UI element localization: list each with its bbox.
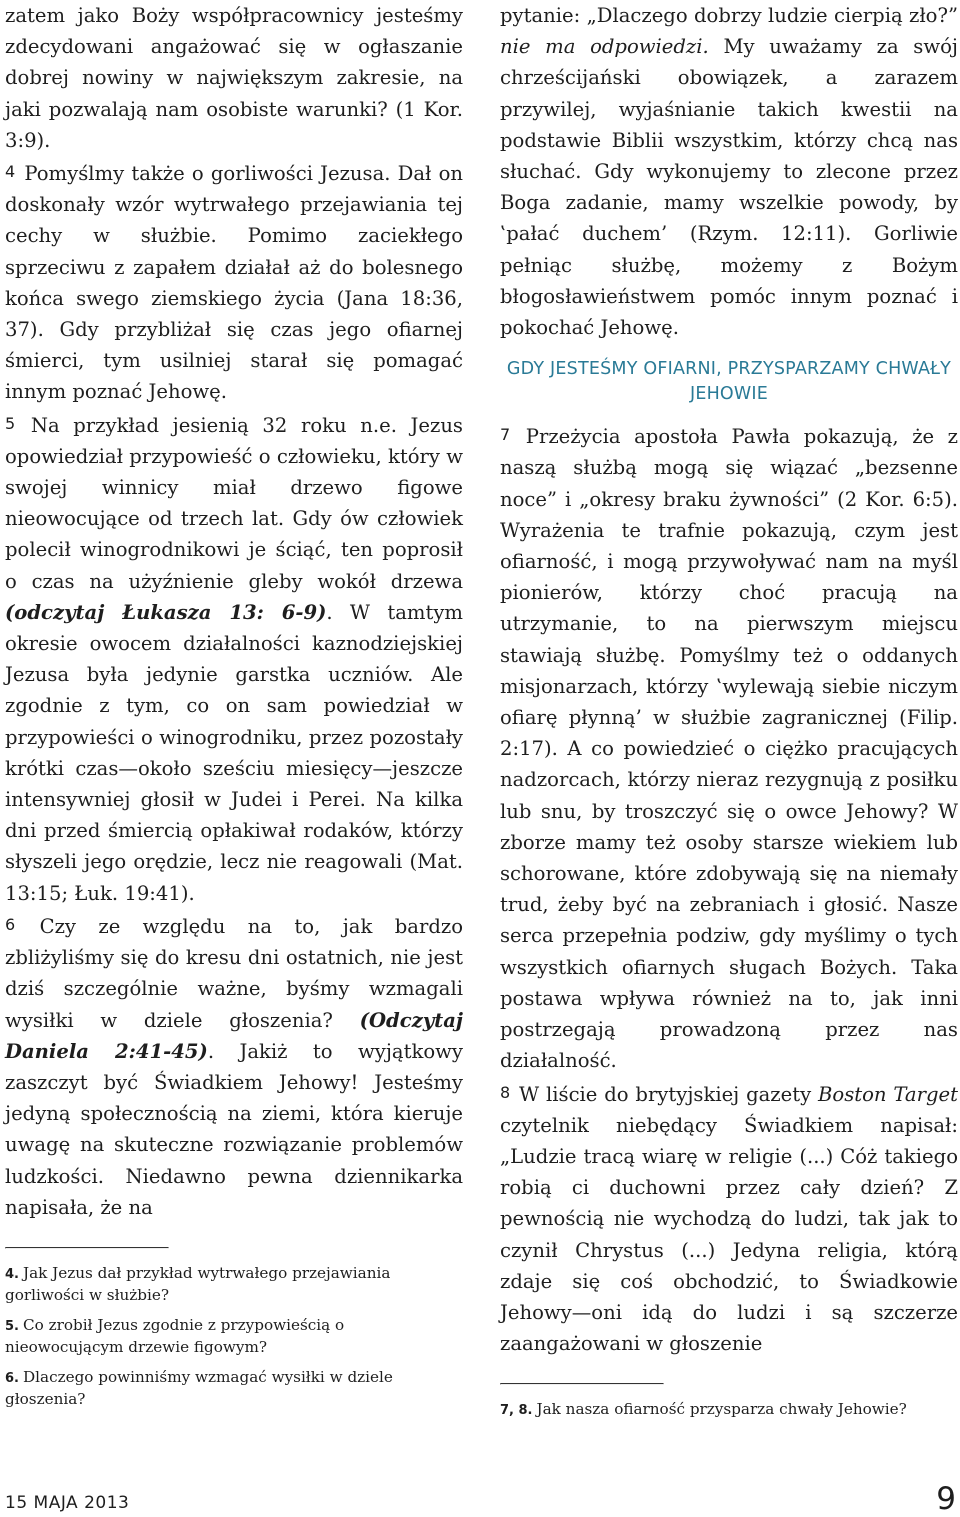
question-number: 5.: [5, 1318, 19, 1334]
question-number: 7, 8.: [500, 1403, 533, 1419]
question-text: Jak nasza ofiarność przysparza chwały Jehowie?: [536, 1400, 907, 1419]
paragraph-number: 6: [5, 914, 16, 934]
scripture-reference: (odczytaj Łukasza 13: 6-9): [5, 600, 327, 624]
footnote-divider: [5, 1247, 169, 1249]
paragraph-text: W liście do brytyjskiej gazety: [519, 1082, 812, 1106]
paragraph-text: czytelnik niebędący Świadkiem napisał: „Ludzie tracą wiarę w religie (...) Cóż takiego robią ci duchowni przez cały dzień? Z pewnością nie wychodzą do ludzi, tak jak to czynił Chrystus (...) Jedyna religia, którą zdaje się coś obchodzić, to Świadkowie Jehowy—oni idą do ludzi i są szczerze zaangażowani w głoszenie: [500, 1113, 958, 1356]
paragraph-text: Na przykład jesienią 32 roku n.e. Jezus opowiedział przypowieść o człowieku, który w swojej winnicy miał drzewo figowe nieowocujące od trzech lat. Gdy ów człowiek polecił winogrodnikowi je ściąć, ten poprosił o czas na użyźnienie gleby wokół drzewa: [5, 413, 463, 593]
paragraph-text: . Jakiż to wyjątkowy zaszczyt być Świadkiem Jehowy! Jesteśmy jedyną społecznością na ziemi, która kieruje uwagę na skuteczne rozwiązanie problemów ludzkości. Niedawno pewna dziennikarka napisała, że na: [5, 1039, 463, 1219]
footnote-divider: [500, 1383, 664, 1385]
left-review-questions: [5, 1263, 463, 1410]
right-body-text-2: [500, 419, 958, 1359]
question-4: [5, 1263, 463, 1306]
paragraph-text: . W tamtym okresie owocem działalności kaznodziejskiej Jezusa była jedynie garstka uczniów. Ale zgodnie z tym, co on sam powiedział w przypowieści o winogrodniku, przez pozostały krótki czas—około sześciu miesięcy—jeszcze intensywniej głosił w Judei i Perei. Na kilka dni przed śmiercią opłakiwał rodaków, którzy słyszeli jego orędzie, lecz nie reagowali (Mat. 13:15; Łuk. 19:41).: [5, 600, 464, 905]
italic-text: nie ma odpowiedzi.: [500, 35, 709, 59]
paragraph-text: pytanie: „Dlaczego dobrzy ludzie cierpią zło?”: [500, 4, 958, 27]
paragraph-text: Przeżycia apostoła Pawła pokazują, że z naszą służbą mogą się wiązać „bezsenne noce” i „okresy braku żywności” (2 Kor. 6:5). Wyrażenia te trafnie pokazują, czym jest ofiarność, i mogą przywoływać nam na myśl pionierów, którzy choć pracują na utrzymanie, to na pierwszym miejscu stawiają służbę. Pomyślmy też o oddanych misjonarzach, którzy ‛wylewają siebie niczym ofiarę płynną’ w służbie zagranicznej (Filip. 2:17). A co powiedzieć o ciężko pracujących nadzorcach, którzy nieraz rezygnują z posiłku lub snu, by troszczyć się o owce Jehowy? W zborze mamy też osoby starsze wiekiem lub schorowane, które zdobywają się na niemały trud, żeby być na zebraniach i głosić. Nasze serca przepełnia podziw, gdy myślimy o tych wszystkich ofiarnych sługach Bożych. Taka postawa wpływa również na to, jak inni postrzegają prowadzoną przez nas działalność.: [500, 425, 959, 1073]
question-number: 4.: [5, 1266, 19, 1282]
paragraph-number: 5: [5, 413, 16, 433]
question-5: [5, 1315, 463, 1358]
paragraph-7: [500, 419, 958, 1076]
paragraph-6: [5, 909, 463, 1223]
section-heading: GDY JESTEŚMY OFIARNI, PRZYSPARZAMY CHWAŁY JEHOWIE: [506, 359, 952, 405]
right-column: [500, 0, 958, 1430]
question-text: Co zrobił Jezus zgodnie z przypowieścią o nieowocującym drzewie figowym?: [5, 1315, 345, 1356]
page-number: 9: [936, 1481, 956, 1517]
question-6: [5, 1367, 463, 1410]
paragraph-6-continuation: [500, 0, 958, 343]
paragraph-text: My uważamy za swój chrześcijański obowiązek, a zarazem przywilej, wyjaśnianie takich kwestii na podstawie Biblii wszystkim, którzy chcą nas słuchać. Gdy wykonujemy to zlecone przez Boga zadanie, mamy wszelkie powody, by ‛pałać duchem’ (Rzym. 12:11). Gorliwie pełniąc służbę, możemy z Bożym błogosławieństwem pomóc innym poznać i pokochać Jehowę.: [500, 35, 959, 340]
right-body-text: [500, 0, 958, 343]
right-review-questions: [500, 1399, 958, 1421]
paragraph-text: Czy ze względu na to, jak bardzo zbliżyliśmy się do kresu dni ostatnich, nie jest dziś szczególnie ważne, byśmy wzmagali wysiłki w dziele głoszenia?: [5, 914, 464, 1032]
paragraph-8: [500, 1077, 958, 1360]
paragraph-4: [5, 156, 463, 408]
paragraph-number: 4: [5, 162, 16, 182]
question-7-8: [500, 1399, 958, 1421]
paragraph-5: [5, 408, 463, 909]
question-text: Dlaczego powinniśmy wzmagać wysiłki w dziele głoszenia?: [5, 1367, 393, 1408]
newspaper-title: Boston Target: [818, 1082, 958, 1106]
question-text: Jak Jezus dał przykład wytrwałego przejawiania gorliwości w służbie?: [5, 1263, 391, 1304]
paragraph-3-continuation: zatem jako Boży współpracownicy jesteśmy zdecydowani angażować się w ogłaszanie dobrej nowiny w największym zakresie, na jaki pozwalają nam osobiste warunki? (1 Kor. 3:9).: [5, 4, 463, 152]
question-number: 6.: [5, 1370, 19, 1386]
paragraph-number: 8: [500, 1082, 511, 1102]
paragraph-text: Pomyślmy także o gorliwości Jezusa. Dał on doskonały wzór wytrwałego przejawiania tej cechy w służbie. Pomimo zaciekłego sprzeciwu z zapałem działał aż do bolesnego końca swego ziemskiego życia (Jana 18:36, 37). Gdy przybliżał się czas jego ofiarnej śmierci, tym usilniej starał się pomagać innym poznać Jehowę.: [5, 162, 464, 404]
scripture-reference: (Odczytaj Daniela 2:41-45): [5, 1008, 463, 1063]
paragraph-number: 7: [500, 425, 511, 445]
left-body-text: [5, 0, 463, 1223]
issue-date: 15 MAJA 2013: [5, 1493, 130, 1513]
left-column: [5, 0, 463, 1419]
